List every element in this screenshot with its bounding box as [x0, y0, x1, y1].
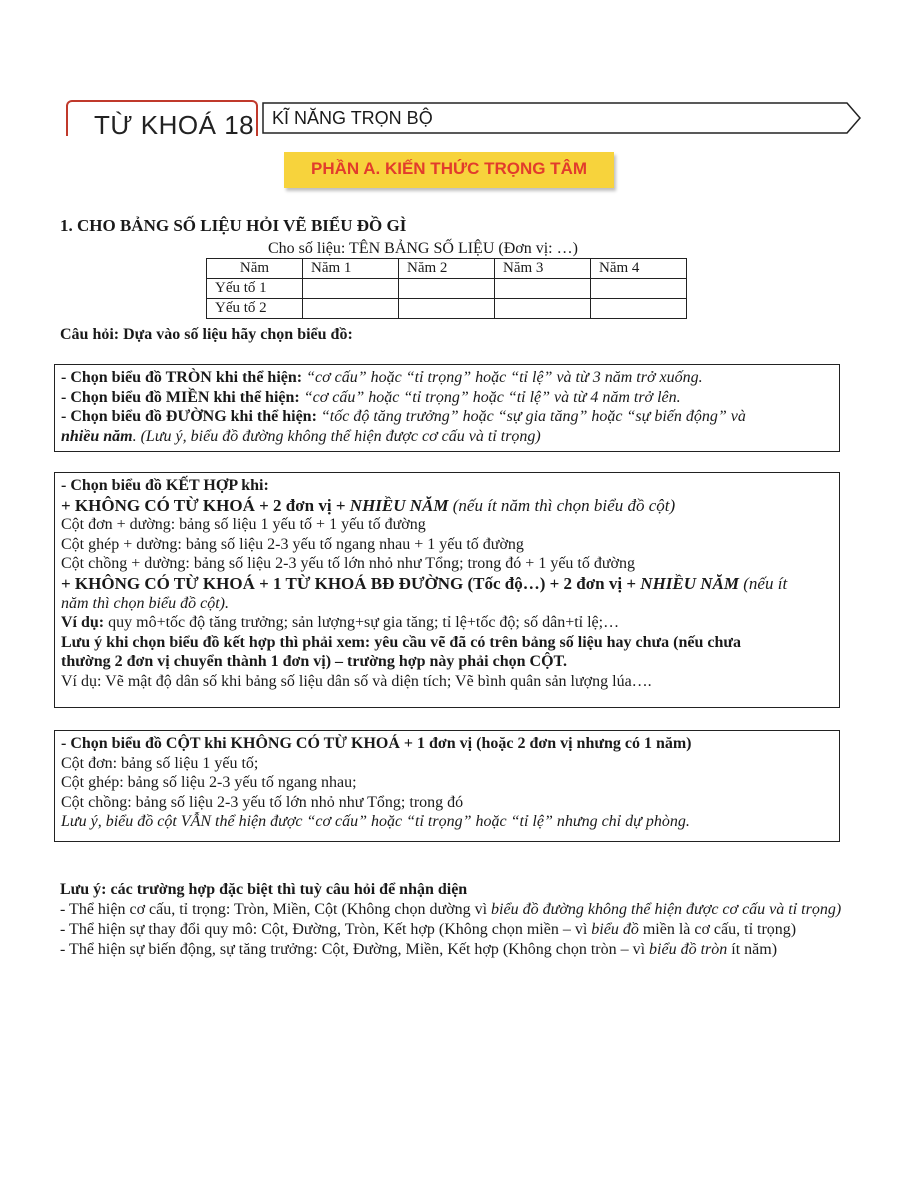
column-line: Cột ghép: bảng số liệu 2-3 yếu tố ngang nhau;	[61, 774, 357, 792]
table-cell	[303, 279, 399, 299]
note-italic: biểu đồ đường không thể hiện được cơ cấu và tỉ trọng)	[491, 901, 842, 918]
note-title	[60, 880, 850, 900]
table-header-cell: Năm 2	[399, 259, 495, 279]
rule-label: + KHÔNG CÓ TỪ KHOÁ + 2 đơn vị +	[61, 495, 350, 515]
rule-label: - Chọn biểu đồ MIỀN khi thể hiện:	[61, 388, 304, 406]
combined-line: Cột chồng + dường: bảng số liệu 2-3 yếu tố lớn nhỏ như Tổng; trong đó + 1 yếu tố đường	[61, 555, 635, 573]
rule-detail: “cơ cấu” hoặc “tỉ trọng” hoặc “tỉ lệ” và từ 3 năm trở xuống.	[306, 369, 703, 386]
table-header-row	[207, 259, 687, 279]
table-row	[207, 279, 687, 299]
data-table	[206, 258, 687, 319]
table-cell: Yếu tố 2	[207, 299, 303, 319]
note-item	[60, 920, 850, 940]
column-note-text: Lưu ý, biểu đồ cột VẪN thể hiện được “cơ cấu” hoặc “tỉ trọng” hoặc “tỉ lệ” nhưng chỉ dự phòng.	[61, 813, 690, 831]
example-line: Ví dụ: Vẽ mật độ dân số khi bảng số liệu dân số và diện tích; Vẽ bình quân sản lượng lúa….	[61, 672, 652, 690]
keyword-title: TỪ KHOÁ 18	[94, 110, 255, 136]
note-text: - Thể hiện cơ cấu, tỉ trọng: Tròn, Miền, Cột (Không chọn dường vì	[60, 901, 492, 918]
combined-rule-1	[61, 496, 833, 516]
rule-pie	[61, 368, 833, 388]
combined-chart-box	[54, 472, 840, 708]
skill-banner	[262, 102, 862, 134]
combined-title: - Chọn biểu đồ KẾT HỢP khi:	[61, 477, 269, 494]
note-italic: biểu đồ tròn	[649, 941, 728, 958]
part-banner	[284, 152, 614, 188]
rule-area	[61, 388, 833, 408]
part-title: PHẦN A. KIẾN THỨC TRỌNG TÂM	[310, 159, 588, 178]
combined-heading	[61, 476, 833, 496]
example-text: quy mô+tốc độ tăng trưởng; sản lượng+sự gia tăng; tỉ lệ+tốc độ; số dân+tỉ lệ;…	[108, 614, 620, 632]
rule-emphasis: NHIỀU NĂM	[349, 495, 449, 515]
table-cell	[591, 279, 687, 299]
note-italic: biểu đồ	[591, 921, 639, 938]
column-chart-box	[54, 730, 840, 842]
warning-text: Lưu ý khi chọn biểu đồ kết hợp thì phải xem: yêu cầu vẽ đã có trên bảng số liệu hay chưa (nếu chưa	[61, 633, 741, 651]
table-cell	[591, 299, 687, 319]
combined-rule-2-cont	[61, 594, 833, 614]
rule-emphasis: nhiều năm	[61, 427, 133, 445]
note-item	[60, 940, 850, 960]
rule-label: - Chọn biểu đồ TRÒN khi thể hiện:	[61, 369, 307, 386]
note-text: - Thể hiện sự biến động, sự tăng trưởng: Cột, Đường, Miền, Kết hợp (Không chọn tròn – vì	[60, 941, 650, 958]
table-cell	[303, 299, 399, 319]
rule-detail: (nếu ít	[739, 573, 788, 593]
rule-label: - Chọn biểu đồ ĐƯỜNG khi thể hiện:	[61, 408, 321, 426]
column-title: - Chọn biểu đồ CỘT khi KHÔNG CÓ TỪ KHOÁ + 1 đơn vị (hoặc 2 đơn vị nhưng có 1 năm)	[61, 735, 692, 752]
table-cell	[495, 279, 591, 299]
example-label: Ví dụ:	[61, 614, 109, 632]
table-cell	[495, 299, 591, 319]
note-item	[60, 900, 850, 920]
column-line: Cột chồng: bảng số liệu 2-3 yếu tố lớn nhỏ như Tổng; trong đó	[61, 793, 464, 811]
section-title: 1. CHO BẢNG SỐ LIỆU HỎI VẼ BIỂU ĐỒ GÌ	[60, 216, 407, 235]
rule-emphasis: NHIỀU NĂM	[640, 573, 740, 593]
table-header-cell: Năm 1	[303, 259, 399, 279]
column-heading	[61, 734, 833, 754]
table-header-cell: Năm 4	[591, 259, 687, 279]
warning-line	[61, 633, 833, 653]
keyword-box	[66, 100, 258, 136]
column-note	[61, 812, 833, 832]
combined-line: Cột đơn + dường: bảng số liệu 1 yếu tố + 1 yếu tố đường	[61, 516, 426, 534]
table-cell	[399, 279, 495, 299]
table-cell: Yếu tố 1	[207, 279, 303, 299]
chart-rules-box	[54, 364, 840, 452]
rule-label: + KHÔNG CÓ TỪ KHOÁ + 1 TỪ KHOÁ BĐ ĐƯỜNG (Tốc độ…) + 2 đơn vị +	[61, 573, 641, 593]
rule-detail: (nếu ít năm thì chọn biểu đồ cột)	[448, 495, 676, 515]
column-line: Cột đơn: bảng số liệu 1 yếu tố;	[61, 754, 259, 772]
table-header-cell: Năm 3	[495, 259, 591, 279]
note-text: ít năm)	[727, 941, 778, 958]
warning-line	[61, 652, 833, 672]
note-text: miền là cơ cấu, tỉ trọng)	[638, 921, 797, 938]
table-caption: Cho số liệu: TÊN BẢNG SỐ LIỆU (Đơn vị: …)	[268, 240, 578, 257]
rule-line	[61, 407, 833, 427]
rule-detail: năm thì chọn biểu đồ cột).	[61, 594, 229, 612]
warning-text: thường 2 đơn vị chuyển thành 1 đơn vị) – trường hợp này phải chọn CỘT.	[61, 653, 568, 671]
rule-detail: . (Lưu ý, biểu đồ đường không thể hiện được cơ cấu và tỉ trọng)	[132, 427, 541, 445]
special-cases-note	[60, 880, 850, 960]
rule-detail: “cơ cấu” hoặc “tỉ trọng” hoặc “tỉ lệ” và từ 4 năm trở lên.	[303, 388, 681, 406]
rule-detail: “tốc độ tăng trưởng” hoặc “sự gia tăng” hoặc “sự biến động” và	[320, 408, 746, 426]
question-text: Câu hỏi: Dựa vào số liệu hãy chọn biểu đồ:	[60, 326, 353, 343]
table-row	[207, 299, 687, 319]
note-title-text: Lưu ý: các trường hợp đặc biệt thì tuỳ câu hỏi để nhận diện	[60, 881, 468, 898]
skill-title: KĨ NĂNG TRỌN BỘ	[272, 108, 433, 128]
table-cell	[399, 299, 495, 319]
combined-rule-2	[61, 574, 833, 594]
note-text: - Thể hiện sự thay đổi quy mô: Cột, Đường, Tròn, Kết hợp (Không chọn miền – vì	[60, 921, 592, 938]
table-header-cell: Năm	[207, 259, 303, 279]
rule-line-note	[61, 427, 833, 447]
example-line	[61, 613, 833, 633]
combined-line: Cột ghép + dường: bảng số liệu 2-3 yếu tố ngang nhau + 1 yếu tố đường	[61, 535, 524, 553]
